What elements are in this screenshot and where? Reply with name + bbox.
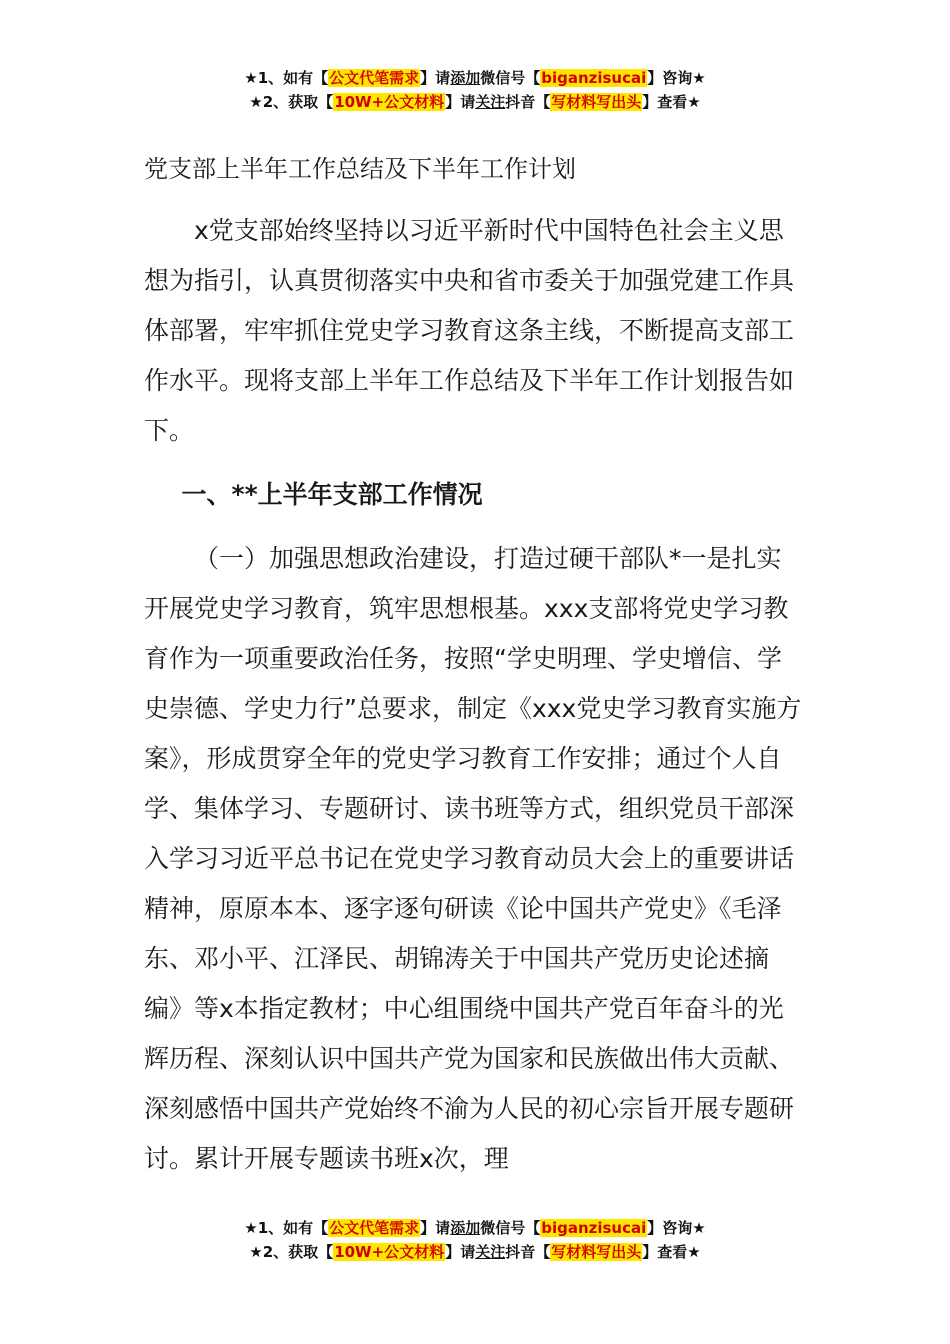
promo-text: ★1、如有【 (244, 69, 329, 87)
promo-text: 】查看★ (642, 1243, 701, 1261)
section-heading: 一、**上半年支部工作情况 (181, 480, 483, 509)
promo-highlight: biganzisucai (541, 1219, 647, 1237)
promo-text: 微信号【 (480, 1219, 541, 1237)
promo-highlight: 写材料写出头 (551, 1243, 642, 1261)
promo-highlight: 10W+公文材料 (334, 93, 445, 111)
promo-highlight: 公文代笔需求 (329, 69, 420, 87)
promo-emphasis: 关注 (475, 93, 506, 111)
promo-text: 】请 (420, 69, 451, 87)
promo-line-2 (0, 90, 950, 114)
promo-text: 】咨询★ (647, 69, 706, 87)
bottom-promo-banner (0, 1216, 950, 1264)
document-title: 党支部上半年工作总结及下半年工作计划 (144, 155, 576, 183)
promo-text: 】请 (445, 1243, 476, 1261)
promo-emphasis: 添加 (450, 69, 481, 87)
promo-text: ★1、如有【 (244, 1219, 329, 1237)
body-paragraph: （一）加强思想政治建设，打造过硬干部队*一是扎实开展党史学习教育，筑牢思想根基。xxx支部将党史学习教育作为一项重要政治任务，按照“学史明理、学史增信、学史崇德、学史力行”总要求，制定《xxx党史学习教育实施方案》，形成贯穿全年的党史学习教育工作安排；通过个人自学、集体学习、专题研讨、读书班等方式，组织党员干部深入学习习近平总书记在党史学习教育动员大会上的重要讲话精神，原原本本、逐字逐句研读《论中国共产党史》《毛泽东、邓小平、江泽民、胡锦涛关于中国共产党历史论述摘编》等x本指定教材；中心组围绕中国共产党百年奋斗的光辉历程、深刻认识中国共产党为国家和民族做出伟大贡献、深刻感悟中国共产党始终不渝为人民的初心宗旨开展专题研讨。累计开展专题读书班x次，理 (144, 544, 802, 1173)
promo-text: 】咨询★ (647, 1219, 706, 1237)
promo-text: 】请 (445, 93, 476, 111)
top-promo-banner (0, 66, 950, 114)
promo-text: 】请 (420, 1219, 451, 1237)
document-body (144, 152, 804, 1184)
intro-paragraph: x党支部始终坚持以习近平新时代中国特色社会主义思想为指引，认真贯彻落实中央和省市委关于加强党建工作具体部署，牢牢抓住党史学习教育这条主线，不断提高支部工作水平。现将支部上半年工作总结及下半年工作计划报告如下。 (144, 216, 795, 445)
promo-highlight: biganzisucai (541, 69, 647, 87)
promo-text: 抖音【 (505, 1243, 551, 1261)
promo-line-2 (0, 1240, 950, 1264)
promo-text: ★2、获取【 (249, 93, 334, 111)
promo-highlight: 10W+公文材料 (334, 1243, 445, 1261)
promo-line-1 (0, 66, 950, 90)
promo-text: 】查看★ (642, 93, 701, 111)
promo-emphasis: 关注 (475, 1243, 506, 1261)
promo-highlight: 公文代笔需求 (329, 1219, 420, 1237)
promo-text: 抖音【 (505, 93, 551, 111)
promo-emphasis: 添加 (450, 1219, 481, 1237)
promo-text: 微信号【 (480, 69, 541, 87)
promo-highlight: 写材料写出头 (551, 93, 642, 111)
promo-line-1 (0, 1216, 950, 1240)
promo-text: ★2、获取【 (249, 1243, 334, 1261)
